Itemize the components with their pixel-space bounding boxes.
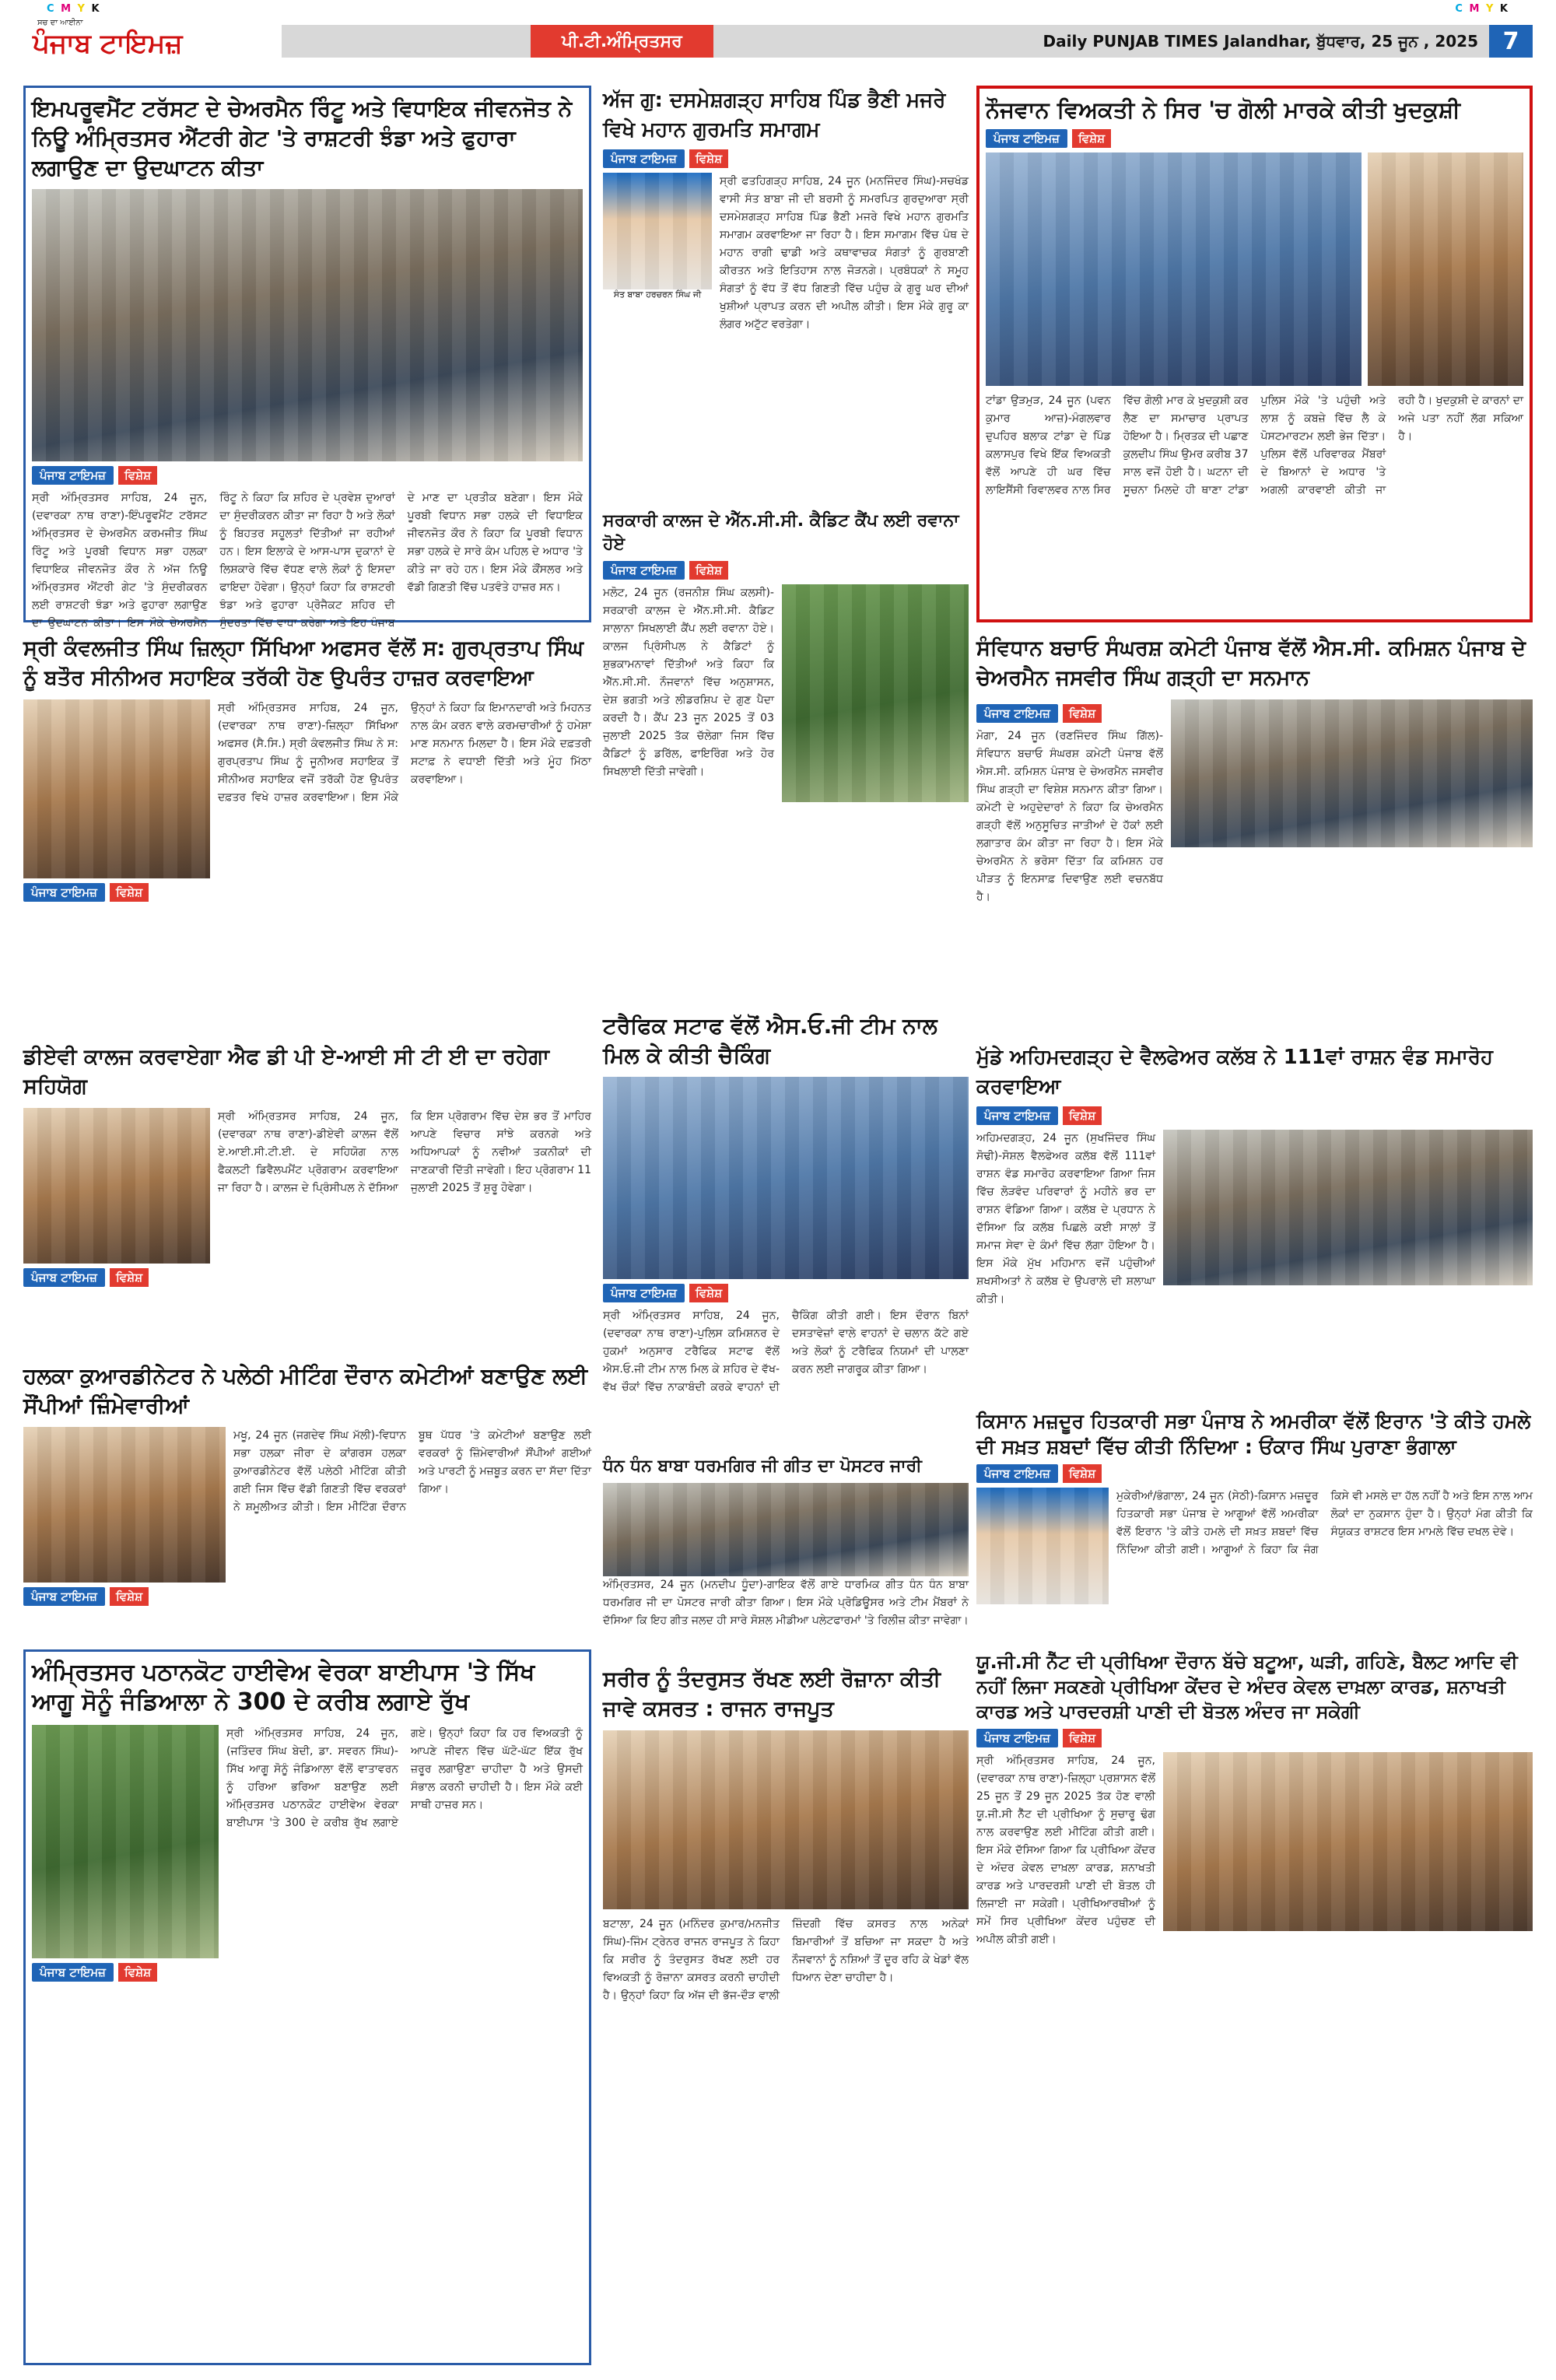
story-body: ਸ੍ਰੀ ਅੰਮ੍ਰਿਤਸਰ ਸਾਹਿਬ, 24 ਜੂਨ, (ਦਵਾਰਕਾ ਨਾਥ ਰਾਣਾ)-ਪੁਲਿਸ ਕਮਿਸ਼ਨਰ ਦੇ ਹੁਕਮਾਂ ਅਨੁਸਾਰ ਟਰੈਫਿਕ ਸਟਾਫ ਵੱਲੋਂ ਐਸ.ਓ.ਜੀ ਟੀਮ ਨਾਲ ਮਿਲ ਕੇ ਸ਼ਹਿਰ ਦੇ ਵੱਖ-ਵੱਖ ਚੌਕਾਂ ਵਿੱਚ ਨਾਕਾਬੰਦੀ ਕਰਕੇ ਵਾਹਨਾਂ ਦੀ ਚੈਕਿੰਗ ਕੀਤੀ ਗਈ। ਇਸ ਦੌਰਾਨ ਬਿਨਾਂ ਦਸਤਾਵੇਜ਼ਾਂ ਵਾਲੇ ਵਾਹਨਾਂ ਦੇ ਚਲਾਨ ਕੱਟੇ ਗਏ ਅਤੇ ਲੋਕਾਂ ਨੂੰ ਟਰੈਫਿਕ ਨਿਯਮਾਂ ਦੀ ਪਾਲਣਾ ਕਰਨ ਲਈ ਜਾਗਰੂਕ ਕੀਤਾ ਗਿਆ।: [603, 1309, 969, 1393]
story-body: ਬਟਾਲਾ, 24 ਜੂਨ (ਮਨਿੰਦਰ ਕੁਮਾਰ/ਮਨਜੀਤ ਸਿੰਘ)-ਜਿੰਮ ਟ੍ਰੇਨਰ ਰਾਜਨ ਰਾਜਪੂਤ ਨੇ ਕਿਹਾ ਕਿ ਸਰੀਰ ਨੂੰ ਤੰਦਰੁਸਤ ਰੱਖਣ ਲਈ ਹਰ ਵਿਅਕਤੀ ਨੂੰ ਰੋਜ਼ਾਨਾ ਕਸਰਤ ਕਰਨੀ ਚਾਹੀਦੀ ਹੈ। ਉਨ੍ਹਾਂ ਕਿਹਾ ਕਿ ਅੱਜ ਦੀ ਭੱਜ-ਦੌੜ ਵਾਲੀ ਜ਼ਿੰਦਗੀ ਵਿੱਚ ਕਸਰਤ ਨਾਲ ਅਨੇਕਾਂ ਬਿਮਾਰੀਆਂ ਤੋਂ ਬਚਿਆ ਜਾ ਸਕਦਾ ਹੈ ਅਤੇ ਨੌਜਵਾਨਾਂ ਨੂੰ ਨਸ਼ਿਆਂ ਤੋਂ ਦੂਰ ਰਹਿ ਕੇ ਖੇਡਾਂ ਵੱਲ ਧਿਆਨ ਦੇਣਾ ਚਾਹੀਦਾ ਹੈ।: [603, 1918, 969, 2002]
byline: ਪੰਜਾਬ ਟਾਇਮਜ਼ ਵਿਸ਼ੇਸ਼: [986, 129, 1523, 148]
gym-photo: [603, 1730, 969, 1909]
story-headline: ਡੀਏਵੀ ਕਾਲਜ ਕਰਵਾਏਗਾ ਐਫ ਡੀ ਪੀ ਏ-ਆਈ ਸੀ ਟੀ ਈ ਦਾ ਰਹੇਗਾ ਸਹਿਯੋਗ: [23, 1045, 549, 1099]
story-coordinator-meeting: [23, 1362, 591, 1642]
story-body: ਅੰਮ੍ਰਿਤਸਰ, 24 ਜੂਨ (ਮਨਦੀਪ ਧੂੰਦਾ)-ਗਾਇਕ ਵੱਲੋਂ ਗਾਏ ਧਾਰਮਿਕ ਗੀਤ ਧੰਨ ਧੰਨ ਬਾਬਾ ਧਰਮਗਿਰ ਜੀ ਦਾ ਪੋਸਟਰ ਜਾਰੀ ਕੀਤਾ ਗਿਆ। ਇਸ ਮੌਕੇ ਪ੍ਰੋਡਿਊਸਰ ਅਤੇ ਟੀਮ ਮੈਂਬਰਾਂ ਨੇ ਦੱਸਿਆ ਕਿ ਇਹ ਗੀਤ ਜਲਦ ਹੀ ਸਾਰੇ ਸੋਸ਼ਲ ਮੀਡੀਆ ਪਲੇਟਫਾਰਮਾਂ 'ਤੇ ਰਿਲੀਜ਼ ਕੀਤਾ ਜਾਵੇਗਾ।: [603, 1579, 969, 1627]
story-gurmat-samagam: [603, 86, 969, 506]
byline: ਪੰਜਾਬ ਟਾਇਮਜ਼ ਵਿਸ਼ੇਸ਼: [32, 466, 583, 485]
byline: ਪੰਜਾਬ ਟਾਇਮਜ਼ ਵਿਸ਼ੇਸ਼: [976, 1464, 1533, 1483]
byline: ਪੰਜਾਬ ਟਾਇਮਜ਼ ਵਿਸ਼ੇਸ਼: [23, 883, 210, 902]
story-suicide: [976, 86, 1533, 622]
story-body: ਸ੍ਰੀ ਅੰਮ੍ਰਿਤਸਰ ਸਾਹਿਬ, 24 ਜੂਨ, (ਦਵਾਰਕਾ ਨਾਥ ਰਾਣਾ)-ਇੰਪਰੂਵਮੈਂਟ ਟਰੱਸਟ ਅੰਮ੍ਰਿਤਸਰ ਦੇ ਚੇਅਰਮੈਨ ਕਰਮਜੀਤ ਸਿੰਘ ਰਿੰਟੂ ਅਤੇ ਪੂਰਬੀ ਵਿਧਾਨ ਸਭਾ ਹਲਕਾ ਵਿਧਾਇਕ ਜੀਵਨਜੋਤ ਕੌਰ ਨੇ ਅੱਜ ਨਿਊ ਅੰਮ੍ਰਿਤਸਰ ਐਂਟਰੀ ਗੇਟ 'ਤੇ ਸੁੰਦਰੀਕਰਨ ਲਈ ਰਾਸ਼ਟਰੀ ਝੰਡਾ ਅਤੇ ਫੁਹਾਰਾ ਲਗਾਉਣ ਦਾ ਉਦਘਾਟਨ ਕੀਤਾ। ਇਸ ਮੌਕੇ ਚੇਅਰਮੈਨ ਰਿੰਟੂ ਨੇ ਕਿਹਾ ਕਿ ਸ਼ਹਿਰ ਦੇ ਪ੍ਰਵੇਸ਼ ਦੁਆਰਾਂ ਦਾ ਸੁੰਦਰੀਕਰਨ ਕੀਤਾ ਜਾ ਰਿਹਾ ਹੈ ਅਤੇ ਲੋਕਾਂ ਨੂੰ ਬਿਹਤਰ ਸਹੂਲਤਾਂ ਦਿੱਤੀਆਂ ਜਾ ਰਹੀਆਂ ਹਨ। ਇਸ ਇਲਾਕੇ ਦੇ ਆਸ-ਪਾਸ ਦੁਕਾਨਾਂ ਦੇ ਲਿਸ਼ਕਾਰੇ ਵਿੱਚ ਵੱਧਣ ਵਾਲੇ ਲੋਕਾਂ ਨੂੰ ਇਸਦਾ ਫਾਇਦਾ ਹੋਵੇਗਾ। ਉਨ੍ਹਾਂ ਕਿਹਾ ਕਿ ਰਾਸ਼ਟਰੀ ਝੰਡਾ ਅਤੇ ਫੁਹਾਰਾ ਪ੍ਰੋਜੈਕਟ ਸ਼ਹਿਰ ਦੀ ਸੁੰਦਰਤਾ ਵਿੱਚ ਵਾਧਾ ਕਰੇਗਾ ਅਤੇ ਇਹ ਪੰਜਾਬ ਦੇ ਮਾਣ ਦਾ ਪ੍ਰਤੀਕ ਬਣੇਗਾ। ਇਸ ਮੌਕੇ ਪੂਰਬੀ ਵਿਧਾਨ ਸਭਾ ਹਲਕੇ ਦੀ ਵਿਧਾਇਕ ਜੀਵਨਜੋਤ ਕੌਰ ਨੇ ਕਿਹਾ ਕਿ ਪੂਰਬੀ ਵਿਧਾਨ ਸਭਾ ਹਲਕੇ ਦੇ ਸਾਰੇ ਕੰਮ ਪਹਿਲ ਦੇ ਅਧਾਰ 'ਤੇ ਕੀਤੇ ਜਾ ਰਹੇ ਹਨ। ਇਸ ਮੌਕੇ ਕੌਂਸਲਰ ਅਤੇ ਵੱਡੀ ਗਿਣਤੀ ਵਿੱਚ ਪਤਵੰਤੇ ਹਾਜ਼ਰ ਸਨ।: [32, 492, 583, 629]
newspaper-logo: [23, 19, 272, 64]
meeting-room-photo: [1163, 1752, 1533, 1931]
byline: ਪੰਜਾਬ ਟਾਇਮਜ਼ ਵਿਸ਼ੇਸ਼: [23, 1587, 226, 1606]
college-photo: [23, 1108, 210, 1264]
byline: ਪੰਜਾਬ ਟਾਇਮਜ਼ ਵਿਸ਼ੇਸ਼: [603, 149, 969, 168]
story-body: ਸ੍ਰੀ ਅੰਮ੍ਰਿਤਸਰ ਸਾਹਿਬ, 24 ਜੂਨ, (ਦਵਾਰਕਾ ਨਾਥ ਰਾਣਾ)-ਜ਼ਿਲ੍ਹਾ ਸਿੱਖਿਆ ਅਫਸਰ (ਸੈ.ਸਿ.) ਸ੍ਰੀ ਕੰਵਲਜੀਤ ਸਿੰਘ ਨੇ ਸ: ਗੁਰਪ੍ਰਤਾਪ ਸਿੰਘ ਨੂੰ ਜੂਨੀਅਰ ਸਹਾਇਕ ਤੋਂ ਸੀਨੀਅਰ ਸਹਾਇਕ ਵਜੋਂ ਤਰੱਕੀ ਹੋਣ ਉਪਰੰਤ ਦਫ਼ਤਰ ਵਿਖੇ ਹਾਜ਼ਰ ਕਰਵਾਇਆ। ਇਸ ਮੌਕੇ ਉਨ੍ਹਾਂ ਨੇ ਕਿਹਾ ਕਿ ਇਮਾਨਦਾਰੀ ਅਤੇ ਮਿਹਨਤ ਨਾਲ ਕੰਮ ਕਰਨ ਵਾਲੇ ਕਰਮਚਾਰੀਆਂ ਨੂੰ ਹਮੇਸ਼ਾ ਮਾਣ ਸਨਮਾਨ ਮਿਲਦਾ ਹੈ। ਇਸ ਮੌਕੇ ਦਫ਼ਤਰੀ ਸਟਾਫ਼ ਨੇ ਵਧਾਈ ਦਿੱਤੀ ਅਤੇ ਮੂੰਹ ਮਿੱਠਾ ਕਰਵਾਇਆ।: [218, 702, 591, 804]
victim-photo: [1368, 152, 1523, 386]
story-headline: ਧੰਨ ਧੰਨ ਬਾਬਾ ਧਰਮਗਿਰ ਜੀ ਗੀਤ ਦਾ ਪੋਸਟਰ ਜਾਰੀ: [603, 1456, 922, 1476]
honour-photo: [1171, 699, 1533, 847]
story-ncc-cadets: [603, 510, 969, 1008]
story-body: ਸ੍ਰੀ ਅੰਮ੍ਰਿਤਸਰ ਸਾਹਿਬ, 24 ਜੂਨ, (ਦਵਾਰਕਾ ਨਾਥ ਰਾਣਾ)-ਜ਼ਿਲ੍ਹਾ ਪ੍ਰਸ਼ਾਸਨ ਵੱਲੋਂ 25 ਜੂਨ ਤੋਂ 29 ਜੂਨ 2025 ਤੱਕ ਹੋਣ ਵਾਲੀ ਯੂ.ਜੀ.ਸੀ ਨੈੱਟ ਦੀ ਪ੍ਰੀਖਿਆ ਨੂੰ ਸੁਚਾਰੂ ਢੰਗ ਨਾਲ ਕਰਵਾਉਣ ਲਈ ਮੀਟਿੰਗ ਕੀਤੀ ਗਈ। ਇਸ ਮੌਕੇ ਦੱਸਿਆ ਗਿਆ ਕਿ ਪ੍ਰੀਖਿਆ ਕੇਂਦਰ ਦੇ ਅੰਦਰ ਕੇਵਲ ਦਾਖ਼ਲਾ ਕਾਰਡ, ਸ਼ਨਾਖਤੀ ਕਾਰਡ ਅਤੇ ਪਾਰਦਰਸ਼ੀ ਪਾਣੀ ਦੀ ਬੋਤਲ ਹੀ ਲਿਜਾਈ ਜਾ ਸਕੇਗੀ। ਪ੍ਰੀਖਿਆਰਥੀਆਂ ਨੂੰ ਸਮੇਂ ਸਿਰ ਪ੍ਰੀਖਿਆ ਕੇਂਦਰ ਪਹੁੰਚਣ ਦੀ ਅਪੀਲ ਕੀਤੀ ਗਈ।: [976, 1754, 1155, 1946]
story-welfare-club: [976, 1043, 1533, 1400]
story-body: ਮਖੂ, 24 ਜੂਨ (ਜਗਦੇਵ ਸਿੰਘ ਮੱਲੀ)-ਵਿਧਾਨ ਸਭਾ ਹਲਕਾ ਜੀਰਾ ਦੇ ਕਾਂਗਰਸ ਹਲਕਾ ਕੁਆਰਡੀਨੇਟਰ ਵੱਲੋਂ ਪਲੇਠੀ ਮੀਟਿੰਗ ਕੀਤੀ ਗਈ ਜਿਸ ਵਿੱਚ ਵੱਡੀ ਗਿਣਤੀ ਵਿੱਚ ਵਰਕਰਾਂ ਨੇ ਸ਼ਮੂਲੀਅਤ ਕੀਤੀ। ਇਸ ਮੀਟਿੰਗ ਦੌਰਾਨ ਬੂਥ ਪੱਧਰ 'ਤੇ ਕਮੇਟੀਆਂ ਬਣਾਉਣ ਲਈ ਵਰਕਰਾਂ ਨੂੰ ਜ਼ਿੰਮੇਵਾਰੀਆਂ ਸੌਂਪੀਆਂ ਗਈਆਂ ਅਤੇ ਪਾਰਟੀ ਨੂੰ ਮਜ਼ਬੂਤ ਕਰਨ ਦਾ ਸੱਦਾ ਦਿੱਤਾ ਗਿਆ।: [233, 1429, 591, 1513]
story-deo-promotion: [23, 634, 591, 1039]
story-headline: ਅੰਮ੍ਰਿਤਸਰ ਪਠਾਨਕੋਟ ਹਾਈਵੇਅ ਵੇਰਕਾ ਬਾਈਪਾਸ 'ਤੇ ਸਿੱਖ ਆਗੂ ਸੋਨੂੰ ਜੰਡਿਆਲਾ ਨੇ 300 ਦੇ ਕਰੀਬ ਲਗਾਏ ਰੁੱਖ: [32, 1659, 535, 1716]
page-number: 7: [1489, 25, 1533, 58]
poster-photo: [603, 1483, 969, 1576]
story-body: ਸ੍ਰੀ ਅੰਮ੍ਰਿਤਸਰ ਸਾਹਿਬ, 24 ਜੂਨ, (ਦਵਾਰਕਾ ਨਾਥ ਰਾਣਾ)-ਡੀਏਵੀ ਕਾਲਜ ਵੱਲੋਂ ਏ.ਆਈ.ਸੀ.ਟੀ.ਈ. ਦੇ ਸਹਿਯੋਗ ਨਾਲ ਫੈਕਲਟੀ ਡਿਵੈਲਪਮੈਂਟ ਪ੍ਰੋਗਰਾਮ ਕਰਵਾਇਆ ਜਾ ਰਿਹਾ ਹੈ। ਕਾਲਜ ਦੇ ਪ੍ਰਿੰਸੀਪਲ ਨੇ ਦੱਸਿਆ ਕਿ ਇਸ ਪ੍ਰੋਗਰਾਮ ਵਿੱਚ ਦੇਸ਼ ਭਰ ਤੋਂ ਮਾਹਿਰ ਆਪਣੇ ਵਿਚਾਰ ਸਾਂਝੇ ਕਰਨਗੇ ਅਤੇ ਅਧਿਆਪਕਾਂ ਨੂੰ ਨਵੀਆਂ ਤਕਨੀਕਾਂ ਦੀ ਜਾਣਕਾਰੀ ਦਿੱਤੀ ਜਾਵੇਗੀ। ਇਹ ਪ੍ਰੋਗਰਾਮ 11 ਜੁਲਾਈ 2025 ਤੋਂ ਸ਼ੁਰੂ ਹੋਵੇਗਾ।: [218, 1110, 591, 1194]
story-headline: ਯੂ.ਜੀ.ਸੀ ਨੈੱਟ ਦੀ ਪ੍ਰੀਖਿਆ ਦੌਰਾਨ ਬੱਚੇ ਬਟੂਆ, ਘੜੀ, ਗਹਿਣੇ, ਬੈਲਟ ਆਦਿ ਵੀ ਨਹੀਂ ਲਿਜਾ ਸਕਣਗੇ ਪ੍ਰੀਖਿਆ ਕੇਂਦਰ ਦੇ ਅੰਦਰ ਕੇਵਲ ਦਾਖ਼ਲਾ ਕਾਰਡ, ਸ਼ਨਾਖਤੀ ਕਾਰਡ ਅਤੇ ਪਾਰਦਰਸ਼ੀ ਪਾਣੀ ਦੀ ਬੋਤਲ ਅੰਦਰ ਜਾ ਸਕੇਗੀ: [976, 1651, 1518, 1723]
byline: ਪੰਜਾਬ ਟਾਇਮਜ਼ ਵਿਸ਼ੇਸ਼: [976, 704, 1163, 723]
story-body: ਅਹਿਮਦਗੜ੍ਹ, 24 ਜੂਨ (ਸੁਖਜਿੰਦਰ ਸਿੰਘ ਸੋਢੀ)-ਸੋਸ਼ਲ ਵੈਲਫੇਅਰ ਕਲੱਬ ਵੱਲੋਂ 111ਵਾਂ ਰਾਸ਼ਨ ਵੰਡ ਸਮਾਰੋਹ ਕਰਵਾਇਆ ਗਿਆ ਜਿਸ ਵਿੱਚ ਲੋੜਵੰਦ ਪਰਿਵਾਰਾਂ ਨੂੰ ਮਹੀਨੇ ਭਰ ਦਾ ਰਾਸ਼ਨ ਵੰਡਿਆ ਗਿਆ। ਕਲੱਬ ਦੇ ਪ੍ਰਧਾਨ ਨੇ ਦੱਸਿਆ ਕਿ ਕਲੱਬ ਪਿਛਲੇ ਕਈ ਸਾਲਾਂ ਤੋਂ ਸਮਾਜ ਸੇਵਾ ਦੇ ਕੰਮਾਂ ਵਿੱਚ ਲੱਗਾ ਹੋਇਆ ਹੈ। ਇਸ ਮੌਕੇ ਮੁੱਖ ਮਹਿਮਾਨ ਵਜੋਂ ਪਹੁੰਚੀਆਂ ਸ਼ਖਸੀਅਤਾਂ ਨੇ ਕਲੱਬ ਦੇ ਉਪਰਾਲੇ ਦੀ ਸ਼ਲਾਘਾ ਕੀਤੀ।: [976, 1132, 1155, 1306]
story-headline: ਹਲਕਾ ਕੁਆਰਡੀਨੇਟਰ ਨੇ ਪਲੇਠੀ ਮੀਟਿੰਗ ਦੌਰਾਨ ਕਮੇਟੀਆਂ ਬਣਾਉਣ ਲਈ ਸੌਂਪੀਆਂ ਜ਼ਿੰਮੇਵਾਰੀਆਂ: [23, 1363, 588, 1418]
masthead: [23, 17, 1533, 65]
cmyk-marks-left: C M Y K: [47, 3, 101, 15]
story-sc-commission: [976, 634, 1533, 1035]
story-traffic-checking: [603, 1011, 969, 1447]
section-label: ਪੀ.ਟੀ.ਅੰਮ੍ਰਿਤਸਰ: [531, 25, 713, 58]
story-headline: ਅੱਜ ਗੁ: ਦਸਮੇਸ਼ਗੜ੍ਹ ਸਾਹਿਬ ਪਿੰਡ ਭੈਣੀ ਮਜਰੇ ਵਿਖੇ ਮਹਾਨ ਗੁਰਮਤਿ ਸਮਾਗਮ: [603, 89, 946, 142]
story-tree-plantation: [23, 1649, 591, 2365]
story-headline: ਮੁੱਡੇ ਅਹਿਮਦਗੜ੍ਹ ਦੇ ਵੈਲਫੇਅਰ ਕਲੱਬ ਨੇ 111ਵਾਂ ਰਾਸ਼ਨ ਵੰਡ ਸਮਾਰੋਹ ਕਰਵਾਇਆ: [976, 1046, 1493, 1099]
story-exercise: [603, 1665, 969, 2365]
story-body: ਮੋਗਾ, 24 ਜੂਨ (ਰਣਜਿੰਦਰ ਸਿੰਘ ਗਿੱਲ)-ਸੰਵਿਧਾਨ ਬਚਾਓ ਸੰਘਰਸ਼ ਕਮੇਟੀ ਪੰਜਾਬ ਵੱਲੋਂ ਐਸ.ਸੀ. ਕਮਿਸ਼ਨ ਪੰਜਾਬ ਦੇ ਚੇਅਰਮੈਨ ਜਸਵੀਰ ਸਿੰਘ ਗੜ੍ਹੀ ਦਾ ਵਿਸ਼ੇਸ਼ ਸਨਮਾਨ ਕੀਤਾ ਗਿਆ। ਕਮੇਟੀ ਦੇ ਅਹੁਦੇਦਾਰਾਂ ਨੇ ਕਿਹਾ ਕਿ ਚੇਅਰਮੈਨ ਗੜ੍ਹੀ ਵੱਲੋਂ ਅਨੁਸੂਚਿਤ ਜਾਤੀਆਂ ਦੇ ਹੱਕਾਂ ਲਈ ਲਗਾਤਾਰ ਕੰਮ ਕੀਤਾ ਜਾ ਰਿਹਾ ਹੈ। ਇਸ ਮੌਕੇ ਚੇਅਰਮੈਨ ਨੇ ਭਰੋਸਾ ਦਿੱਤਾ ਕਿ ਕਮਿਸ਼ਨ ਹਰ ਪੀੜਤ ਨੂੰ ਇਨਸਾਫ਼ ਦਿਵਾਉਣ ਲਈ ਵਚਨਬੱਧ ਹੈ।: [976, 730, 1163, 903]
logo-tagline: ਸਚ ਦਾ ਆਈਨਾ: [37, 19, 83, 27]
byline: ਪੰਜਾਬ ਟਾਇਮਜ਼ ਵਿਸ਼ੇਸ਼: [603, 1284, 969, 1302]
story-farmers-condemn: [976, 1408, 1533, 1642]
photo-caption: ਸੰਤ ਬਾਬਾ ਹਰਚਰਨ ਸਿੰਘ ਜੀ: [613, 289, 702, 300]
story-headline: ਸਰੀਰ ਨੂੰ ਤੰਦਰੁਸਤ ਰੱਖਣ ਲਈ ਰੋਜ਼ਾਨਾ ਕੀਤੀ ਜਾਵੇ ਕਸਰਤ : ਰਾਜਨ ਰਾਜਪੂਤ: [603, 1667, 941, 1721]
leader-photo: [976, 1488, 1109, 1604]
ration-photo: [1163, 1130, 1533, 1285]
story-body: ਮੁਕੇਰੀਆਂ/ਭੰਗਾਲਾ, 24 ਜੂਨ (ਸੇਠੀ)-ਕਿਸਾਨ ਮਜ਼ਦੂਰ ਹਿਤਕਾਰੀ ਸਭਾ ਪੰਜਾਬ ਦੇ ਆਗੂਆਂ ਵੱਲੋਂ ਅਮਰੀਕਾ ਵੱਲੋਂ ਇਰਾਨ 'ਤੇ ਕੀਤੇ ਹਮਲੇ ਦੀ ਸਖ਼ਤ ਸ਼ਬਦਾਂ ਵਿੱਚ ਨਿੰਦਿਆ ਕੀਤੀ ਗਈ। ਆਗੂਆਂ ਨੇ ਕਿਹਾ ਕਿ ਜੰਗ ਕਿਸੇ ਵੀ ਮਸਲੇ ਦਾ ਹੱਲ ਨਹੀਂ ਹੈ ਅਤੇ ਇਸ ਨਾਲ ਆਮ ਲੋਕਾਂ ਦਾ ਨੁਕਸਾਨ ਹੁੰਦਾ ਹੈ। ਉਨ੍ਹਾਂ ਮੰਗ ਕੀਤੀ ਕਿ ਸੰਯੁਕਤ ਰਾਸ਼ਟਰ ਇਸ ਮਾਮਲੇ ਵਿੱਚ ਦਖਲ ਦੇਵੇ।: [1116, 1490, 1533, 1556]
story-ugc-net: [976, 1649, 1533, 2365]
byline: ਪੰਜਾਬ ਟਾਇਮਜ਼ ਵਿਸ਼ੇਸ਼: [603, 561, 969, 580]
story-body: ਸ੍ਰੀ ਅੰਮ੍ਰਿਤਸਰ ਸਾਹਿਬ, 24 ਜੂਨ, (ਜਤਿੰਦਰ ਸਿੰਘ ਬੇਦੀ, ਡਾ. ਸਵਰਨ ਸਿੰਘ)-ਸਿੱਖ ਆਗੂ ਸੋਨੂੰ ਜੰਡਿਆਲਾ ਵੱਲੋਂ ਵਾਤਾਵਰਨ ਨੂੰ ਹਰਿਆ ਭਰਿਆ ਬਣਾਉਣ ਲਈ ਅੰਮ੍ਰਿਤਸਰ ਪਠਾਨਕੋਟ ਹਾਈਵੇਅ ਵੇਰਕਾ ਬਾਈਪਾਸ 'ਤੇ 300 ਦੇ ਕਰੀਬ ਰੁੱਖ ਲਗਾਏ ਗਏ। ਉਨ੍ਹਾਂ ਕਿਹਾ ਕਿ ਹਰ ਵਿਅਕਤੀ ਨੂੰ ਆਪਣੇ ਜੀਵਨ ਵਿੱਚ ਘੱਟੋ-ਘੱਟ ਇੱਕ ਰੁੱਖ ਜ਼ਰੂਰ ਲਗਾਉਣਾ ਚਾਹੀਦਾ ਹੈ ਅਤੇ ਉਸਦੀ ਸੰਭਾਲ ਕਰਨੀ ਚਾਹੀਦੀ ਹੈ। ਇਸ ਮੌਕੇ ਕਈ ਸਾਥੀ ਹਾਜ਼ਰ ਸਨ।: [226, 1727, 583, 1829]
story-headline: ਸ੍ਰੀ ਕੰਵਲਜੀਤ ਸਿੰਘ ਜ਼ਿਲ੍ਹਾ ਸਿੱਖਿਆ ਅਫਸਰ ਵੱਲੋਂ ਸ: ਗੁਰਪ੍ਰਤਾਪ ਸਿੰਘ ਨੂੰ ਬਤੌਰ ਸੀਨੀਅਰ ਸਹਾਇਕ ਤਰੱਕੀ ਹੋਣ ਉਪਰੰਤ ਹਾਜ਼ਰ ਕਰਵਾਇਆ: [23, 636, 584, 690]
story-headline: ਕਿਸਾਨ ਮਜ਼ਦੂਰ ਹਿਤਕਾਰੀ ਸਭਾ ਪੰਜਾਬ ਨੇ ਅਮਰੀਕਾ ਵੱਲੋਂ ਇਰਾਨ 'ਤੇ ਕੀਤੇ ਹਮਲੇ ਦੀ ਸਖ਼ਤ ਸ਼ਬਦਾਂ ਵਿੱਚ ਕੀਤੀ ਨਿੰਦਿਆ : ਓਂਕਾਰ ਸਿੰਘ ਪੁਰਾਣਾ ਭੰਗਾਲਾ: [976, 1410, 1531, 1458]
portrait-photo: [603, 173, 712, 289]
story-body: ਟਾਂਡਾ ਉੜਮੁੜ, 24 ਜੂਨ (ਪਵਨ ਕੁਮਾਰ ਆਜ਼)-ਮੰਗਲਵਾਰ ਦੁਪਹਿਰ ਬਲਾਕ ਟਾਂਡਾ ਦੇ ਪਿੰਡ ਕਲਾਸਪੁਰ ਵਿਖੇ ਇੱਕ ਵਿਅਕਤੀ ਵੱਲੋਂ ਆਪਣੇ ਹੀ ਘਰ ਵਿੱਚ ਲਾਇਸੈਂਸੀ ਰਿਵਾਲਵਰ ਨਾਲ ਸਿਰ ਵਿੱਚ ਗੋਲੀ ਮਾਰ ਕੇ ਖੁਦਕੁਸ਼ੀ ਕਰ ਲੈਣ ਦਾ ਸਮਾਚਾਰ ਪ੍ਰਾਪਤ ਹੋਇਆ ਹੈ। ਮ੍ਰਿਤਕ ਦੀ ਪਛਾਣ ਕੁਲਦੀਪ ਸਿੰਘ ਉਮਰ ਕਰੀਬ 37 ਸਾਲ ਵਜੋਂ ਹੋਈ ਹੈ। ਘਟਨਾ ਦੀ ਸੂਚਨਾ ਮਿਲਦੇ ਹੀ ਥਾਣਾ ਟਾਂਡਾ ਪੁਲਿਸ ਮੌਕੇ 'ਤੇ ਪਹੁੰਚੀ ਅਤੇ ਲਾਸ਼ ਨੂੰ ਕਬਜ਼ੇ ਵਿੱਚ ਲੈ ਕੇ ਪੋਸਟਮਾਰਟਮ ਲਈ ਭੇਜ ਦਿੱਤਾ। ਪੁਲਿਸ ਵੱਲੋਂ ਪਰਿਵਾਰਕ ਮੈਂਬਰਾਂ ਦੇ ਬਿਆਨਾਂ ਦੇ ਅਧਾਰ 'ਤੇ ਅਗਲੀ ਕਾਰਵਾਈ ਕੀਤੀ ਜਾ ਰਹੀ ਹੈ। ਖੁਦਕੁਸ਼ੀ ਦੇ ਕਾਰਨਾਂ ਦਾ ਅਜੇ ਪਤਾ ਨਹੀਂ ਲੱਗ ਸਕਿਆ ਹੈ।: [986, 394, 1523, 496]
story-body: ਮਲੋਟ, 24 ਜੂਨ (ਰਜਨੀਸ਼ ਸਿੰਘ ਕਲਸੀ)-ਸਰਕਾਰੀ ਕਾਲਜ ਦੇ ਐੱਨ.ਸੀ.ਸੀ. ਕੈਡਿਟ ਸਾਲਾਨਾ ਸਿਖਲਾਈ ਕੈਂਪ ਲਈ ਰਵਾਨਾ ਹੋਏ। ਕਾਲਜ ਪ੍ਰਿੰਸੀਪਲ ਨੇ ਕੈਡਿਟਾਂ ਨੂੰ ਸ਼ੁਭਕਾਮਨਾਵਾਂ ਦਿੱਤੀਆਂ ਅਤੇ ਕਿਹਾ ਕਿ ਐੱਨ.ਸੀ.ਸੀ. ਨੌਜਵਾਨਾਂ ਵਿੱਚ ਅਨੁਸ਼ਾਸਨ, ਦੇਸ਼ ਭਗਤੀ ਅਤੇ ਲੀਡਰਸ਼ਿਪ ਦੇ ਗੁਣ ਪੈਦਾ ਕਰਦੀ ਹੈ। ਕੈਂਪ 23 ਜੂਨ 2025 ਤੋਂ 03 ਜੁਲਾਈ 2025 ਤੱਕ ਚੱਲੇਗਾ ਜਿਸ ਵਿੱਚ ਕੈਡਿਟਾਂ ਨੂੰ ਡਰਿੱਲ, ਫਾਇਰਿੰਗ ਅਤੇ ਹੋਰ ਸਿਖਲਾਈ ਦਿੱਤੀ ਜਾਵੇਗੀ।: [603, 587, 774, 778]
story-headline: ਟਰੈਫਿਕ ਸਟਾਫ ਵੱਲੋਂ ਐਸ.ਓ.ਜੀ ਟੀਮ ਨਾਲ ਮਿਲ ਕੇ ਕੀਤੀ ਚੈਕਿੰਗ: [603, 1013, 937, 1068]
story-headline: ਇਮਪਰੂਵਮੈਂਟ ਟਰੱਸਟ ਦੇ ਚੇਅਰਮੈਨ ਰਿੰਟੂ ਅਤੇ ਵਿਧਾਇਕ ਜੀਵਨਜੋਤ ਨੇ ਨਿਊ ਅੰਮ੍ਰਿਤਸਰ ਐਂਟਰੀ ਗੇਟ 'ਤੇ ਰਾਸ਼ਟਰੀ ਝੰਡਾ ਅਤੇ ਫੁਹਾਰਾ ਲਗਾਉਣ ਦਾ ਉਦਘਾਟਨ ਕੀਤਾ: [32, 96, 573, 181]
meeting-photo: [23, 1427, 226, 1583]
byline: ਪੰਜਾਬ ਟਾਇਮਜ਼ ਵਿਸ਼ੇਸ਼: [976, 1729, 1533, 1747]
story-poster-release: [603, 1455, 969, 1657]
plantation-photo: [32, 1725, 219, 1958]
story-body: ਸ੍ਰੀ ਫਤਹਿਗੜ੍ਹ ਸਾਹਿਬ, 24 ਜੂਨ (ਮਨਜਿੰਦਰ ਸਿੰਘ)-ਸਚਖੰਡ ਵਾਸੀ ਸੰਤ ਬਾਬਾ ਜੀ ਦੀ ਬਰਸੀ ਨੂੰ ਸਮਰਪਿਤ ਗੁਰਦੁਆਰਾ ਸ੍ਰੀ ਦਸਮੇਸ਼ਗੜ੍ਹ ਸਾਹਿਬ ਪਿੰਡ ਭੈਣੀ ਮਜਰੇ ਵਿਖੇ ਮਹਾਨ ਗੁਰਮਤਿ ਸਮਾਗਮ ਕਰਵਾਇਆ ਜਾ ਰਿਹਾ ਹੈ। ਇਸ ਸਮਾਗਮ ਵਿੱਚ ਪੰਥ ਦੇ ਮਹਾਨ ਰਾਗੀ ਢਾਡੀ ਅਤੇ ਕਥਾਵਾਚਕ ਸੰਗਤਾਂ ਨੂੰ ਗੁਰਬਾਣੀ ਕੀਰਤਨ ਅਤੇ ਇਤਿਹਾਸ ਨਾਲ ਜੋੜਨਗੇ। ਪ੍ਰਬੰਧਕਾਂ ਨੇ ਸਮੂਹ ਸੰਗਤਾਂ ਨੂੰ ਵੱਧ ਤੋਂ ਵੱਧ ਗਿਣਤੀ ਵਿੱਚ ਪਹੁੰਚ ਕੇ ਗੁਰੂ ਘਰ ਦੀਆਂ ਖੁਸ਼ੀਆਂ ਪ੍ਰਾਪਤ ਕਰਨ ਦੀ ਅਪੀਲ ਕੀਤੀ। ਇਸ ਮੌਕੇ ਗੁਰੂ ਕਾ ਲੰਗਰ ਅਟੁੱਟ ਵਰਤੇਗਾ।: [720, 175, 969, 331]
header-bar: [282, 25, 1533, 58]
story-improvement-trust: [23, 86, 591, 629]
story-dav-college: [23, 1043, 591, 1354]
byline: ਪੰਜਾਬ ਟਾਇਮਜ਼ ਵਿਸ਼ੇਸ਼: [976, 1106, 1533, 1125]
story-photo: [32, 189, 583, 461]
cmyk-marks-right: C M Y K: [1455, 3, 1509, 15]
cadet-photo: [782, 584, 969, 802]
logo-name: ਪੰਜਾਬ ਟਾਇਮਜ਼: [33, 28, 183, 59]
office-photo: [23, 699, 210, 878]
dateline: Daily PUNJAB TIMES Jalandhar, ਬੁੱਧਵਾਰ, 25 ਜੂਨ , 2025: [1043, 32, 1478, 51]
byline: ਪੰਜਾਬ ਟਾਇਮਜ਼ ਵਿਸ਼ੇਸ਼: [23, 1268, 210, 1287]
story-headline: ਨੌਜਵਾਨ ਵਿਅਕਤੀ ਨੇ ਸਿਰ 'ਚ ਗੋਲੀ ਮਾਰਕੇ ਕੀਤੀ ਖੁਦਕੁਸ਼ੀ: [986, 96, 1460, 123]
story-headline: ਸਰਕਾਰੀ ਕਾਲਜ ਦੇ ਐੱਨ.ਸੀ.ਸੀ. ਕੈਡਿਟ ਕੈਂਪ ਲਈ ਰਵਾਨਾ ਹੋਏ: [603, 511, 959, 554]
story-headline: ਸੰਵਿਧਾਨ ਬਚਾਓ ਸੰਘਰਸ਼ ਕਮੇਟੀ ਪੰਜਾਬ ਵੱਲੋਂ ਐਸ.ਸੀ. ਕਮਿਸ਼ਨ ਪੰਜਾਬ ਦੇ ਚੇਅਰਮੈਨ ਜਸਵੀਰ ਸਿੰਘ ਗੜ੍ਹੀ ਦਾ ਸਨਮਾਨ: [976, 636, 1526, 690]
byline: ਪੰਜਾਬ ਟਾਇਮਜ਼ ਵਿਸ਼ੇਸ਼: [32, 1963, 219, 1982]
traffic-photo: [603, 1077, 969, 1279]
police-photo: [986, 152, 1362, 386]
